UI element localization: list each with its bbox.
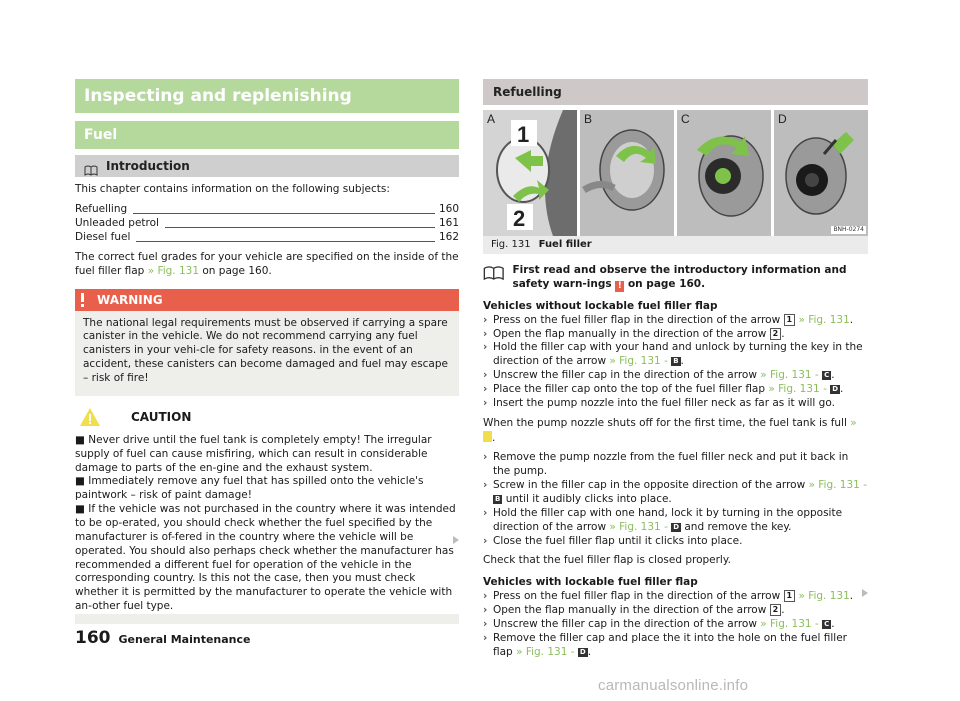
fig-link[interactable]: » Fig. 131 - — [760, 617, 819, 630]
step-text: and remove the key. — [684, 520, 792, 533]
svg-text:2: 2 — [513, 206, 526, 231]
toc-label: Diesel fuel — [75, 231, 131, 243]
figure-label: Fig. 131 — [491, 239, 531, 250]
warning-text: The national legal requirements must be observed if carrying a spare canister in the vehicle. We do not recommend carrying any fuel canisters in your vehi-cle for safety reasons. in the event of an accident, these canisters can become damaged and fuel may escape – risk of fire! — [83, 316, 448, 385]
grades-end: on page 160. — [202, 264, 272, 277]
step: › Open the flap manually in the direction of the arrow 2 . — [483, 327, 785, 340]
step-text: until it audibly clicks into place. — [505, 493, 672, 506]
toc-item[interactable] — [75, 231, 459, 245]
caution-item: ■ If the vehicle was not purchased in the country where it was intended to be op-erated, you should check whether the fuel specified by the manufacturer is of-fered in the country where the vehicle will be operated. You should also perhaps check whether the manufacturer has recommended a different fuel for operation of the vehicle in the corresponding country. Is this not the case, then you must check whether it is permitted by the manufacturer to operate the vehicle with an-other fuel type. — [75, 503, 456, 613]
refuelling-title: Refuelling — [483, 79, 868, 105]
fig-link[interactable]: » Fig. 131 - — [760, 369, 819, 382]
first-read-text — [512, 262, 868, 292]
subsection-header — [75, 155, 459, 177]
caution-box — [75, 404, 459, 624]
arrow-icon: › — [483, 604, 488, 617]
step: › Press on the fuel filler flap in the direction of the arrow 1 » Fig. 131. — [483, 590, 854, 603]
toc-page: 160 — [438, 203, 459, 215]
svg-text:1: 1 — [517, 122, 530, 147]
step: › Unscrew the filler cap in the direction of the arrow » Fig. 131 - C . — [483, 617, 835, 630]
step: › Press on the fuel filler flap in the direction of the arrow 1 » Fig. 131. — [483, 313, 854, 326]
figure-title: Fuel filler — [538, 239, 592, 250]
arrow-icon: › — [483, 451, 488, 464]
step: › Hold the filler cap with your hand and unlock by turning the key in the direction of the arrow » Fig. 131 - B . — [483, 341, 863, 368]
step-text: Close the fuel filler flap until it clicks into place. — [493, 534, 743, 547]
caution-item: ■ Immediately remove any fuel that has spilled onto the vehicle's paintwork – risk of paint damage! — [75, 475, 424, 502]
step: › Unscrew the filler cap in the direction of the arrow » Fig. 131 - C . — [483, 369, 835, 382]
fig-link[interactable]: » Fig. 131 — [798, 313, 850, 326]
toc-item[interactable] — [75, 203, 459, 217]
step-text: Hold the filler cap with one hand, lock it by turning in the opposite direction of the arrow — [493, 506, 843, 533]
fig-link[interactable]: » Fig. 131 - — [516, 645, 575, 658]
step-text: Open the flap manually in the direction of the arrow — [493, 327, 767, 340]
book-icon — [84, 161, 98, 172]
warning-title: WARNING — [97, 292, 163, 307]
step-text: Remove the pump nozzle from the fuel filler neck and put it back in the pump. — [493, 451, 849, 478]
arrow-icon: › — [483, 383, 488, 396]
arrow-icon: › — [483, 369, 488, 382]
step — [483, 507, 868, 535]
arrow-icon: › — [483, 327, 488, 340]
figure-panel-a — [483, 110, 577, 236]
caution-header — [75, 404, 459, 430]
figure-letter-b: B — [584, 112, 593, 126]
caution-link[interactable]: » — [850, 416, 857, 429]
fig-link[interactable]: » Fig. 131 — [147, 264, 200, 277]
step-text: Open the flap manually in the direction of the arrow — [493, 604, 767, 617]
full-tank-text: When the pump nozzle shuts off for the first time, the fuel tank is full » . — [483, 416, 857, 444]
caution-body — [75, 430, 459, 614]
arrow-icon: › — [483, 313, 488, 326]
fig-link[interactable]: » Fig. 131 - — [609, 355, 668, 368]
arrow-icon: › — [483, 590, 488, 603]
intro-text: This chapter contains information on the following subjects: — [75, 183, 390, 195]
toc-page: 162 — [438, 231, 459, 243]
figure-letter-c: C — [681, 112, 690, 126]
chapter-title: Inspecting and replenishing — [75, 79, 459, 113]
box-letter: C — [824, 371, 830, 380]
step-text: Insert the pump nozzle into the fuel filler neck as far as it will go. — [493, 396, 835, 409]
figure-letter-d: D — [778, 112, 787, 126]
step: › Open the flap manually in the direction of the arrow 2 . — [483, 604, 785, 617]
left-column — [75, 79, 459, 624]
step-text: Unscrew the filler cap in the direction of the arrow — [493, 617, 757, 630]
continued-marker — [862, 589, 868, 597]
box-letter: B — [495, 495, 501, 504]
caution-icon — [483, 431, 492, 442]
figure-panel-b — [580, 110, 674, 236]
step-text: Press on the fuel filler flap in the direction of the arrow — [493, 590, 781, 603]
fig-link[interactable]: » Fig. 131 - — [768, 383, 827, 396]
figure-letter-a: A — [487, 112, 496, 126]
first-read-b: on page 160. — [627, 277, 706, 290]
book-icon — [483, 262, 504, 284]
step: › Place the filler cap onto the top of the fuel filler flap » Fig. 131 - D . — [483, 383, 844, 396]
arrow-icon: › — [483, 617, 488, 630]
box-letter: D — [579, 647, 586, 656]
arrow-icon: › — [483, 341, 488, 354]
figure-panel-d — [774, 110, 868, 236]
box-number: 2 — [770, 604, 782, 616]
fig-link[interactable]: » Fig. 131 — [798, 590, 850, 603]
arrow-icon: › — [483, 479, 488, 492]
box-number: 1 — [784, 314, 796, 326]
box-letter: B — [673, 357, 679, 366]
box-letter: D — [673, 522, 680, 531]
toc-list — [75, 203, 459, 245]
section-title: Fuel — [75, 121, 459, 149]
figure-caption — [483, 236, 868, 254]
full-text: When the pump nozzle shuts off for the first time, the fuel tank is full — [483, 416, 847, 429]
fig-link[interactable]: » Fig. 131 - — [808, 479, 867, 492]
page-footer — [75, 627, 250, 649]
section-end-marker — [453, 536, 459, 544]
right-column — [483, 79, 868, 659]
figure-panel-c — [677, 110, 771, 236]
step-text: Hold the filler cap with your hand and unlock by turning the key in the direction of the arrow — [493, 341, 863, 368]
watermark: carmanualsonline.info — [598, 677, 749, 694]
box-letter: D — [832, 385, 839, 394]
subheading-unlockable: Vehicles without lockable fuel filler flap — [483, 299, 718, 312]
toc-item[interactable] — [75, 217, 459, 231]
toc-label: Unleaded petrol — [75, 217, 159, 229]
exclamation-icon — [75, 289, 91, 311]
arrow-icon: › — [483, 506, 488, 519]
toc-page: 161 — [438, 217, 459, 229]
arrow-icon: › — [483, 631, 488, 644]
box-number: 2 — [770, 328, 782, 340]
caution-icon — [79, 407, 101, 427]
step-text: Screw in the filler cap in the opposite direction of the arrow — [493, 479, 806, 492]
step-text: Place the filler cap onto the top of the fuel filler flap — [493, 383, 766, 396]
grades-text: The correct fuel grades for your vehicle are specified on the inside of the fuel filler flap — [75, 250, 459, 277]
step-text: Unscrew the filler cap in the direction of the arrow — [493, 369, 757, 382]
first-read-notice — [483, 262, 868, 292]
subheading-lockable: Vehicles with lockable fuel filler flap — [483, 576, 698, 589]
fuel-grades-text — [75, 251, 459, 279]
warning-box — [75, 289, 459, 396]
exclamation-icon: ! — [615, 281, 624, 292]
step — [483, 397, 868, 411]
caution-title: CAUTION — [131, 409, 192, 424]
figure-131 — [483, 110, 868, 236]
box-letter: C — [824, 619, 830, 628]
check-text: Check that the fuel filler flap is closed properly. — [483, 554, 731, 567]
step — [483, 479, 868, 507]
fig-link[interactable]: » Fig. 131 - — [609, 520, 668, 533]
first-read-a: First read and observe the introductory information and safety warn-ings — [512, 264, 847, 290]
step — [483, 451, 868, 479]
warning-header — [75, 289, 459, 311]
subsection-title: Introduction — [106, 159, 190, 173]
figure-code: BNH-0274 — [833, 226, 864, 234]
caution-item: ■ Never drive until the fuel tank is completely empty! The irregular supply of fuel can cause misfiring, which can result in considerable damage to parts of the en-gine and the exhaust system. — [75, 433, 432, 474]
page-number: 160 — [75, 628, 111, 648]
box-number: 1 — [784, 590, 796, 602]
toc-label: Refuelling — [75, 203, 128, 215]
arrow-icon: › — [483, 396, 488, 409]
arrow-icon: › — [483, 534, 488, 547]
step: › Remove the filler cap and place the it into the hole on the fuel filler flap » Fig. 131 - D . — [483, 631, 848, 658]
step-text: Remove the filler cap and place the it into the hole on the fuel filler flap — [493, 631, 848, 658]
step — [483, 535, 868, 549]
step-text: Press on the fuel filler flap in the direction of the arrow — [493, 313, 781, 326]
footer-section: General Maintenance — [118, 633, 251, 646]
